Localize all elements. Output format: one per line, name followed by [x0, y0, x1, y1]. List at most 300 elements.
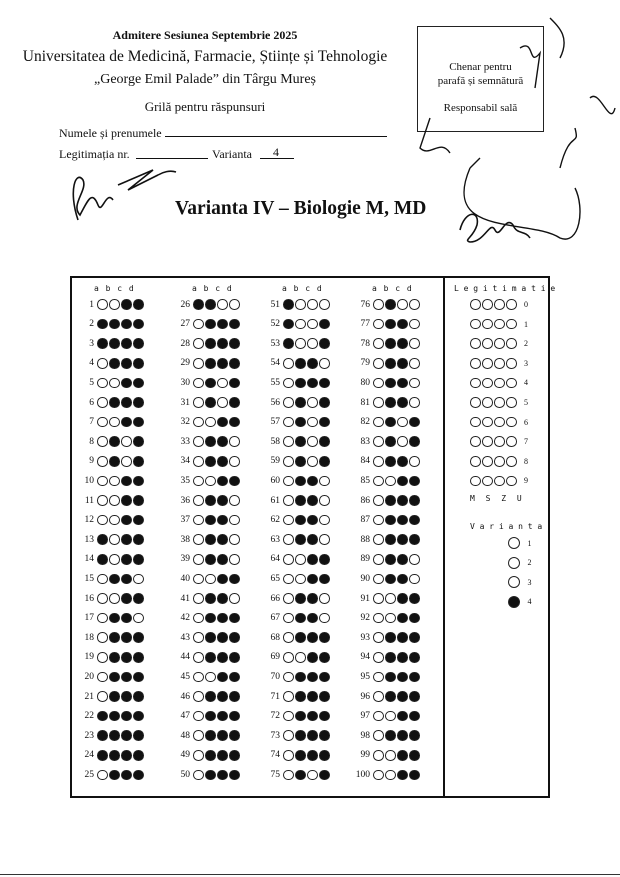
answer-bubble-d[interactable] — [229, 436, 240, 447]
answer-bubble-c[interactable] — [307, 632, 318, 643]
answer-bubble-d[interactable] — [229, 338, 240, 349]
answer-bubble-d[interactable] — [319, 613, 330, 624]
answer-bubble-a[interactable] — [193, 730, 204, 741]
answer-bubble-b[interactable] — [385, 574, 396, 585]
answer-bubble-b[interactable] — [109, 358, 120, 369]
answer-bubble-c[interactable] — [307, 711, 318, 722]
legitimatie-bubble[interactable] — [482, 319, 493, 330]
answer-bubble-d[interactable] — [133, 338, 144, 349]
answer-bubble-d[interactable] — [319, 691, 330, 702]
answer-bubble-b[interactable] — [385, 436, 396, 447]
answer-bubble-b[interactable] — [109, 319, 120, 330]
answer-bubble-d[interactable] — [229, 574, 240, 585]
answer-bubble-a[interactable] — [97, 770, 108, 781]
answer-bubble-a[interactable] — [283, 436, 294, 447]
answer-bubble-d[interactable] — [133, 711, 144, 722]
answer-bubble-b[interactable] — [205, 691, 216, 702]
legitimatie-bubble[interactable] — [494, 397, 505, 408]
answer-bubble-a[interactable] — [373, 652, 384, 663]
answer-bubble-a[interactable] — [193, 632, 204, 643]
answer-bubble-d[interactable] — [409, 319, 420, 330]
answer-bubble-b[interactable] — [295, 476, 306, 487]
answer-bubble-b[interactable] — [295, 456, 306, 467]
answer-bubble-a[interactable] — [193, 711, 204, 722]
answer-bubble-b[interactable] — [205, 730, 216, 741]
answer-bubble-b[interactable] — [295, 574, 306, 585]
answer-bubble-c[interactable] — [397, 319, 408, 330]
varianta-bubble[interactable] — [508, 576, 520, 588]
answer-bubble-d[interactable] — [409, 593, 420, 604]
answer-bubble-d[interactable] — [409, 672, 420, 683]
answer-bubble-d[interactable] — [133, 456, 144, 467]
answer-bubble-a[interactable] — [97, 338, 108, 349]
answer-bubble-b[interactable] — [109, 338, 120, 349]
answer-bubble-b[interactable] — [109, 476, 120, 487]
answer-bubble-a[interactable] — [283, 593, 294, 604]
answer-bubble-c[interactable] — [307, 534, 318, 545]
answer-bubble-d[interactable] — [229, 554, 240, 565]
answer-bubble-d[interactable] — [229, 456, 240, 467]
answer-bubble-a[interactable] — [373, 554, 384, 565]
answer-bubble-c[interactable] — [121, 476, 132, 487]
answer-bubble-b[interactable] — [295, 711, 306, 722]
answer-bubble-a[interactable] — [373, 574, 384, 585]
answer-bubble-a[interactable] — [97, 730, 108, 741]
answer-bubble-d[interactable] — [319, 750, 330, 761]
answer-bubble-d[interactable] — [229, 476, 240, 487]
answer-bubble-c[interactable] — [217, 456, 228, 467]
answer-bubble-c[interactable] — [397, 495, 408, 506]
answer-bubble-b[interactable] — [385, 495, 396, 506]
answer-bubble-a[interactable] — [193, 613, 204, 624]
answer-bubble-d[interactable] — [229, 750, 240, 761]
answer-bubble-a[interactable] — [283, 652, 294, 663]
answer-bubble-b[interactable] — [385, 691, 396, 702]
legitimatie-bubble[interactable] — [482, 476, 493, 487]
answer-bubble-b[interactable] — [385, 417, 396, 428]
answer-bubble-c[interactable] — [121, 750, 132, 761]
answer-bubble-d[interactable] — [409, 417, 420, 428]
answer-bubble-b[interactable] — [205, 476, 216, 487]
answer-bubble-b[interactable] — [385, 750, 396, 761]
answer-bubble-a[interactable] — [283, 691, 294, 702]
answer-bubble-c[interactable] — [307, 436, 318, 447]
answer-bubble-d[interactable] — [409, 456, 420, 467]
answer-bubble-c[interactable] — [217, 397, 228, 408]
answer-bubble-a[interactable] — [283, 554, 294, 565]
answer-bubble-a[interactable] — [97, 672, 108, 683]
answer-bubble-d[interactable] — [319, 730, 330, 741]
answer-bubble-c[interactable] — [307, 358, 318, 369]
answer-bubble-a[interactable] — [193, 436, 204, 447]
answer-bubble-d[interactable] — [133, 691, 144, 702]
answer-bubble-d[interactable] — [319, 632, 330, 643]
answer-bubble-b[interactable] — [109, 632, 120, 643]
legitimatie-bubble[interactable] — [494, 319, 505, 330]
answer-bubble-a[interactable] — [97, 711, 108, 722]
answer-bubble-c[interactable] — [121, 711, 132, 722]
legitimatie-bubble[interactable] — [470, 436, 481, 447]
answer-bubble-a[interactable] — [97, 495, 108, 506]
answer-bubble-a[interactable] — [373, 397, 384, 408]
answer-bubble-c[interactable] — [307, 691, 318, 702]
answer-bubble-a[interactable] — [373, 378, 384, 389]
legitimatie-bubble[interactable] — [494, 378, 505, 389]
answer-bubble-c[interactable] — [307, 338, 318, 349]
answer-bubble-a[interactable] — [193, 319, 204, 330]
answer-bubble-a[interactable] — [373, 672, 384, 683]
answer-bubble-b[interactable] — [385, 397, 396, 408]
answer-bubble-b[interactable] — [109, 515, 120, 526]
answer-bubble-d[interactable] — [409, 691, 420, 702]
answer-bubble-d[interactable] — [319, 652, 330, 663]
answer-bubble-d[interactable] — [409, 730, 420, 741]
answer-bubble-d[interactable] — [229, 730, 240, 741]
answer-bubble-c[interactable] — [217, 476, 228, 487]
legitimatie-bubble[interactable] — [506, 397, 517, 408]
answer-bubble-c[interactable] — [217, 417, 228, 428]
answer-bubble-c[interactable] — [217, 515, 228, 526]
answer-bubble-d[interactable] — [319, 338, 330, 349]
answer-bubble-d[interactable] — [229, 711, 240, 722]
answer-bubble-b[interactable] — [109, 711, 120, 722]
answer-bubble-d[interactable] — [409, 299, 420, 310]
answer-bubble-b[interactable] — [385, 358, 396, 369]
answer-bubble-c[interactable] — [217, 338, 228, 349]
answer-bubble-d[interactable] — [409, 613, 420, 624]
answer-bubble-a[interactable] — [283, 534, 294, 545]
answer-bubble-b[interactable] — [109, 495, 120, 506]
answer-bubble-c[interactable] — [307, 593, 318, 604]
answer-bubble-c[interactable] — [397, 338, 408, 349]
legitimatie-bubble[interactable] — [506, 476, 517, 487]
answer-bubble-d[interactable] — [133, 574, 144, 585]
answer-bubble-c[interactable] — [307, 730, 318, 741]
answer-bubble-b[interactable] — [295, 358, 306, 369]
answer-bubble-c[interactable] — [121, 358, 132, 369]
answer-bubble-c[interactable] — [397, 574, 408, 585]
answer-bubble-b[interactable] — [385, 593, 396, 604]
legitimatie-bubble[interactable] — [506, 358, 517, 369]
answer-bubble-b[interactable] — [295, 593, 306, 604]
answer-bubble-b[interactable] — [109, 299, 120, 310]
answer-bubble-b[interactable] — [295, 613, 306, 624]
answer-bubble-a[interactable] — [193, 456, 204, 467]
answer-bubble-c[interactable] — [217, 711, 228, 722]
legitimatie-bubble[interactable] — [506, 417, 517, 428]
legitimatie-bubble[interactable] — [482, 378, 493, 389]
answer-bubble-b[interactable] — [385, 456, 396, 467]
legitimatie-bubble[interactable] — [482, 417, 493, 428]
answer-bubble-a[interactable] — [193, 417, 204, 428]
answer-bubble-b[interactable] — [205, 495, 216, 506]
answer-bubble-a[interactable] — [283, 750, 294, 761]
answer-bubble-c[interactable] — [307, 456, 318, 467]
answer-bubble-d[interactable] — [229, 613, 240, 624]
answer-bubble-c[interactable] — [217, 319, 228, 330]
answer-bubble-b[interactable] — [205, 515, 216, 526]
legitimatie-bubble[interactable] — [482, 436, 493, 447]
answer-bubble-b[interactable] — [109, 417, 120, 428]
legitimatie-bubble[interactable] — [470, 358, 481, 369]
answer-bubble-c[interactable] — [307, 613, 318, 624]
answer-bubble-c[interactable] — [397, 436, 408, 447]
answer-bubble-d[interactable] — [319, 358, 330, 369]
answer-bubble-d[interactable] — [133, 730, 144, 741]
answer-bubble-c[interactable] — [217, 495, 228, 506]
answer-bubble-b[interactable] — [205, 554, 216, 565]
answer-bubble-d[interactable] — [133, 436, 144, 447]
answer-bubble-d[interactable] — [319, 711, 330, 722]
answer-bubble-a[interactable] — [283, 495, 294, 506]
answer-bubble-c[interactable] — [217, 554, 228, 565]
answer-bubble-a[interactable] — [373, 515, 384, 526]
answer-bubble-d[interactable] — [409, 534, 420, 545]
answer-bubble-a[interactable] — [97, 554, 108, 565]
answer-bubble-a[interactable] — [373, 632, 384, 643]
answer-bubble-a[interactable] — [193, 397, 204, 408]
answer-bubble-c[interactable] — [121, 770, 132, 781]
answer-bubble-b[interactable] — [385, 515, 396, 526]
answer-bubble-d[interactable] — [133, 534, 144, 545]
answer-bubble-a[interactable] — [283, 417, 294, 428]
answer-bubble-a[interactable] — [97, 534, 108, 545]
answer-bubble-b[interactable] — [109, 770, 120, 781]
legitimatie-bubble[interactable] — [494, 417, 505, 428]
answer-bubble-a[interactable] — [97, 456, 108, 467]
answer-bubble-c[interactable] — [121, 672, 132, 683]
answer-bubble-d[interactable] — [133, 495, 144, 506]
answer-bubble-c[interactable] — [397, 770, 408, 781]
answer-bubble-b[interactable] — [295, 691, 306, 702]
answer-bubble-b[interactable] — [205, 456, 216, 467]
answer-bubble-d[interactable] — [229, 770, 240, 781]
answer-bubble-a[interactable] — [97, 397, 108, 408]
legitimatie-bubble[interactable] — [506, 338, 517, 349]
answer-bubble-c[interactable] — [307, 652, 318, 663]
answer-bubble-d[interactable] — [133, 476, 144, 487]
answer-bubble-a[interactable] — [283, 613, 294, 624]
varianta-bubble[interactable] — [508, 596, 520, 608]
answer-bubble-b[interactable] — [385, 378, 396, 389]
answer-bubble-a[interactable] — [283, 672, 294, 683]
answer-bubble-c[interactable] — [121, 299, 132, 310]
answer-bubble-c[interactable] — [397, 515, 408, 526]
legitimatie-bubble[interactable] — [470, 338, 481, 349]
answer-bubble-b[interactable] — [385, 476, 396, 487]
answer-bubble-b[interactable] — [109, 593, 120, 604]
answer-bubble-a[interactable] — [97, 691, 108, 702]
answer-bubble-b[interactable] — [109, 691, 120, 702]
answer-bubble-b[interactable] — [295, 436, 306, 447]
legitimatie-bubble[interactable] — [506, 378, 517, 389]
legitimatie-bubble[interactable] — [470, 397, 481, 408]
answer-bubble-a[interactable] — [283, 730, 294, 741]
answer-bubble-d[interactable] — [229, 495, 240, 506]
answer-bubble-c[interactable] — [121, 338, 132, 349]
answer-bubble-a[interactable] — [97, 299, 108, 310]
answer-bubble-b[interactable] — [295, 299, 306, 310]
answer-bubble-a[interactable] — [283, 711, 294, 722]
answer-bubble-a[interactable] — [373, 476, 384, 487]
answer-bubble-c[interactable] — [307, 417, 318, 428]
answer-bubble-d[interactable] — [133, 554, 144, 565]
answer-bubble-b[interactable] — [205, 436, 216, 447]
answer-bubble-b[interactable] — [205, 417, 216, 428]
answer-bubble-d[interactable] — [319, 397, 330, 408]
answer-bubble-b[interactable] — [385, 711, 396, 722]
answer-bubble-c[interactable] — [121, 378, 132, 389]
answer-bubble-c[interactable] — [217, 750, 228, 761]
answer-bubble-c[interactable] — [397, 672, 408, 683]
answer-bubble-d[interactable] — [319, 672, 330, 683]
answer-bubble-a[interactable] — [193, 652, 204, 663]
answer-bubble-d[interactable] — [319, 378, 330, 389]
answer-bubble-d[interactable] — [409, 338, 420, 349]
legitimatie-bubble[interactable] — [470, 378, 481, 389]
answer-bubble-a[interactable] — [193, 672, 204, 683]
answer-bubble-b[interactable] — [295, 495, 306, 506]
answer-bubble-a[interactable] — [373, 436, 384, 447]
answer-bubble-d[interactable] — [409, 770, 420, 781]
answer-bubble-c[interactable] — [307, 554, 318, 565]
answer-bubble-a[interactable] — [97, 750, 108, 761]
legitimatie-bubble[interactable] — [470, 456, 481, 467]
answer-bubble-d[interactable] — [133, 652, 144, 663]
answer-bubble-d[interactable] — [229, 593, 240, 604]
legitimatie-bubble[interactable] — [494, 358, 505, 369]
answer-bubble-b[interactable] — [385, 534, 396, 545]
answer-bubble-d[interactable] — [133, 515, 144, 526]
answer-bubble-d[interactable] — [229, 652, 240, 663]
answer-bubble-a[interactable] — [373, 593, 384, 604]
legitimatie-bubble[interactable] — [506, 319, 517, 330]
answer-bubble-b[interactable] — [205, 593, 216, 604]
answer-bubble-d[interactable] — [319, 770, 330, 781]
answer-bubble-d[interactable] — [409, 652, 420, 663]
answer-bubble-b[interactable] — [385, 299, 396, 310]
answer-bubble-b[interactable] — [109, 397, 120, 408]
answer-bubble-c[interactable] — [397, 299, 408, 310]
answer-bubble-d[interactable] — [319, 319, 330, 330]
answer-bubble-b[interactable] — [205, 358, 216, 369]
answer-bubble-a[interactable] — [283, 299, 294, 310]
answer-bubble-d[interactable] — [409, 515, 420, 526]
legitimatie-bubble[interactable] — [494, 299, 505, 310]
answer-bubble-a[interactable] — [97, 476, 108, 487]
answer-bubble-c[interactable] — [121, 319, 132, 330]
answer-bubble-a[interactable] — [193, 770, 204, 781]
answer-bubble-c[interactable] — [397, 652, 408, 663]
answer-bubble-d[interactable] — [229, 534, 240, 545]
answer-bubble-c[interactable] — [397, 593, 408, 604]
varianta-bubble[interactable] — [508, 557, 520, 569]
answer-bubble-a[interactable] — [283, 574, 294, 585]
answer-bubble-a[interactable] — [373, 534, 384, 545]
answer-bubble-a[interactable] — [373, 456, 384, 467]
answer-bubble-a[interactable] — [97, 319, 108, 330]
answer-bubble-d[interactable] — [133, 417, 144, 428]
legitimatie-bubble[interactable] — [482, 358, 493, 369]
answer-bubble-a[interactable] — [283, 319, 294, 330]
legitimatie-bubble[interactable] — [494, 436, 505, 447]
answer-bubble-a[interactable] — [97, 632, 108, 643]
answer-bubble-a[interactable] — [283, 476, 294, 487]
answer-bubble-b[interactable] — [109, 456, 120, 467]
answer-bubble-a[interactable] — [283, 338, 294, 349]
answer-bubble-b[interactable] — [385, 613, 396, 624]
legitimatie-bubble[interactable] — [506, 299, 517, 310]
answer-bubble-b[interactable] — [295, 730, 306, 741]
answer-bubble-d[interactable] — [229, 319, 240, 330]
answer-bubble-c[interactable] — [397, 417, 408, 428]
answer-bubble-d[interactable] — [133, 613, 144, 624]
answer-bubble-b[interactable] — [205, 319, 216, 330]
answer-bubble-c[interactable] — [307, 378, 318, 389]
answer-bubble-b[interactable] — [295, 652, 306, 663]
answer-bubble-a[interactable] — [373, 613, 384, 624]
answer-bubble-a[interactable] — [97, 652, 108, 663]
answer-bubble-d[interactable] — [229, 417, 240, 428]
answer-bubble-d[interactable] — [319, 574, 330, 585]
answer-bubble-b[interactable] — [205, 652, 216, 663]
answer-bubble-d[interactable] — [133, 593, 144, 604]
answer-bubble-c[interactable] — [307, 397, 318, 408]
answer-bubble-b[interactable] — [205, 613, 216, 624]
answer-bubble-c[interactable] — [307, 319, 318, 330]
answer-bubble-c[interactable] — [397, 397, 408, 408]
answer-bubble-d[interactable] — [319, 299, 330, 310]
answer-bubble-a[interactable] — [97, 358, 108, 369]
answer-bubble-d[interactable] — [409, 476, 420, 487]
answer-bubble-d[interactable] — [133, 378, 144, 389]
answer-bubble-a[interactable] — [193, 495, 204, 506]
answer-bubble-a[interactable] — [193, 358, 204, 369]
answer-bubble-d[interactable] — [319, 476, 330, 487]
answer-bubble-c[interactable] — [217, 613, 228, 624]
answer-bubble-c[interactable] — [397, 378, 408, 389]
answer-bubble-b[interactable] — [205, 672, 216, 683]
answer-bubble-b[interactable] — [109, 613, 120, 624]
answer-bubble-b[interactable] — [295, 750, 306, 761]
answer-bubble-b[interactable] — [385, 338, 396, 349]
varianta-bubble[interactable] — [508, 537, 520, 549]
legitimatie-bubble[interactable] — [470, 476, 481, 487]
answer-bubble-b[interactable] — [385, 319, 396, 330]
answer-bubble-a[interactable] — [283, 632, 294, 643]
answer-bubble-a[interactable] — [193, 338, 204, 349]
answer-bubble-a[interactable] — [373, 417, 384, 428]
legitimatie-bubble[interactable] — [482, 299, 493, 310]
legitimatie-bubble[interactable] — [470, 299, 481, 310]
answer-bubble-b[interactable] — [109, 574, 120, 585]
answer-bubble-d[interactable] — [319, 515, 330, 526]
answer-bubble-b[interactable] — [109, 730, 120, 741]
answer-bubble-c[interactable] — [307, 574, 318, 585]
answer-bubble-b[interactable] — [205, 632, 216, 643]
legitimatie-bubble[interactable] — [494, 338, 505, 349]
answer-bubble-c[interactable] — [121, 652, 132, 663]
answer-bubble-b[interactable] — [295, 515, 306, 526]
answer-bubble-c[interactable] — [397, 358, 408, 369]
answer-bubble-b[interactable] — [295, 554, 306, 565]
answer-bubble-c[interactable] — [217, 632, 228, 643]
answer-bubble-d[interactable] — [229, 397, 240, 408]
answer-bubble-d[interactable] — [319, 495, 330, 506]
answer-bubble-a[interactable] — [193, 574, 204, 585]
answer-bubble-c[interactable] — [397, 730, 408, 741]
answer-bubble-a[interactable] — [193, 593, 204, 604]
